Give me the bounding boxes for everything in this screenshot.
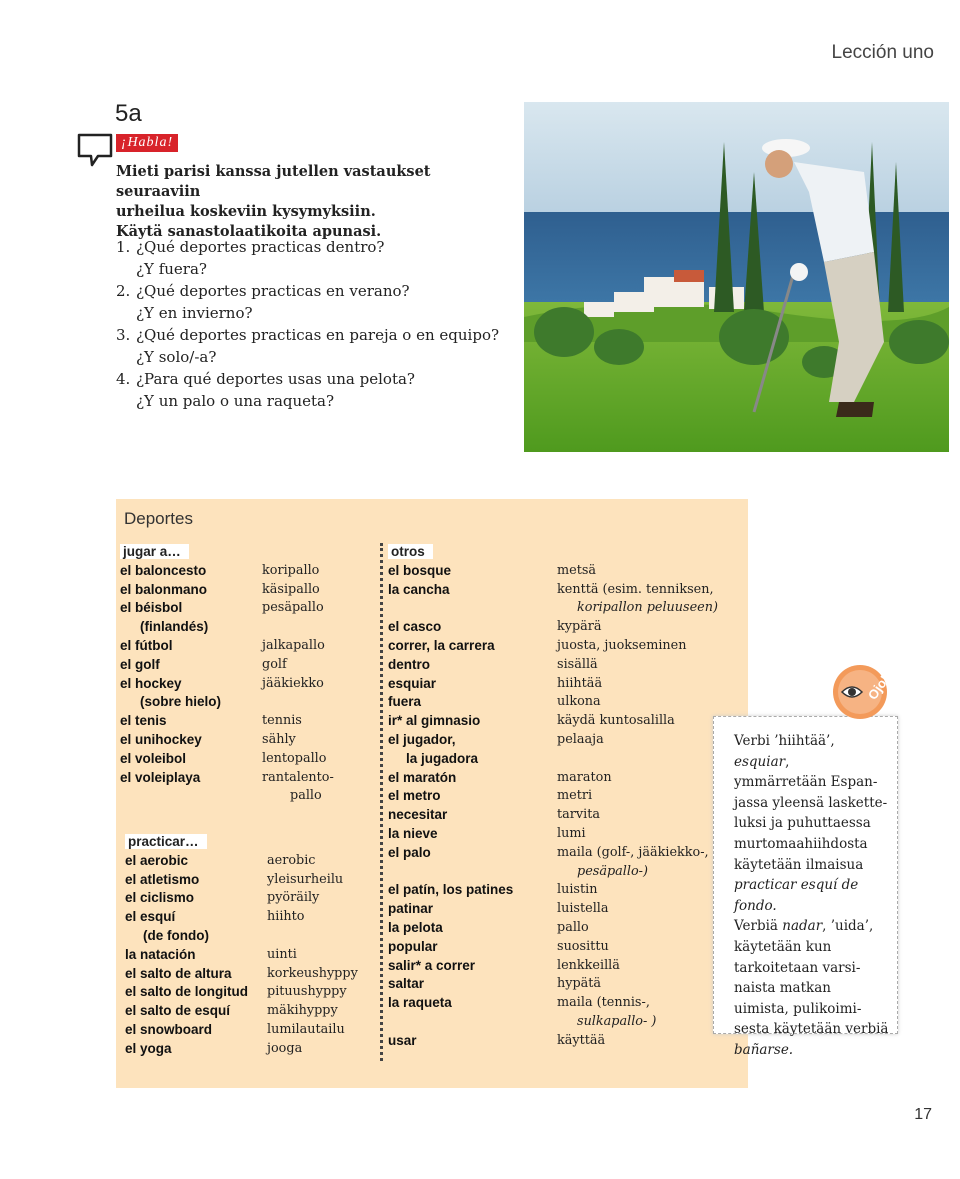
golf-photo <box>524 102 949 452</box>
vocab-translation: metsä <box>557 562 597 578</box>
vocab-term: ir* al gimnasio <box>388 713 481 729</box>
vocab-term: el jugador, <box>388 731 456 747</box>
vocab-term: el unihockey <box>120 731 202 747</box>
vocab-translation: pesäpallo <box>262 600 324 616</box>
practicar-header: practicar… <box>125 834 207 849</box>
vocab-translation: jalkapallo <box>262 637 325 653</box>
question-item <box>116 236 499 258</box>
ojo-line: käytetään ilmaisua <box>734 856 864 873</box>
vocab-term: dentro <box>388 656 430 672</box>
ojo-line: ymmärretään Espan- <box>734 774 878 791</box>
vocab-translation: yleisurheilu <box>267 871 344 887</box>
vocab-translation: rantalento- <box>262 769 334 785</box>
ojo-note-text <box>734 731 894 1061</box>
question-item <box>116 368 499 390</box>
vocab-term: el palo <box>388 844 431 860</box>
vocab-term: el balonmano <box>120 581 208 597</box>
vocab-translation: lumi <box>557 825 586 841</box>
vocab-term: el atletismo <box>125 871 200 887</box>
practicar-finnish-column <box>267 833 377 1059</box>
golf-photo-image <box>524 102 949 452</box>
vocab-translation: luistin <box>557 882 598 898</box>
vocab-translation: hypätä <box>557 976 602 992</box>
otros-header: otros <box>388 544 433 559</box>
vocab-translation: maraton <box>557 769 612 785</box>
speech-bubble-icon <box>76 132 114 168</box>
vocab-translation: tennis <box>262 713 302 729</box>
vocab-translation: pyöräily <box>267 890 320 906</box>
vocab-term: popular <box>388 938 438 954</box>
vocab-translation: luistella <box>557 901 609 917</box>
question-followup: ¿Y fuera? <box>136 260 207 278</box>
question-number: 4. <box>116 370 131 388</box>
ojo-line: bañarse. <box>734 1041 794 1058</box>
question-followup: ¿Y un palo o una raqueta? <box>136 392 335 410</box>
vocab-translation: lenkkeillä <box>557 957 620 973</box>
vocab-translation: metri <box>557 788 593 804</box>
ojo-line: jassa yleensä laskette- <box>734 794 888 811</box>
vocab-term: la nieve <box>388 825 438 841</box>
question-followup: ¿Y solo/-a? <box>136 348 217 366</box>
vocab-term: el voleibol <box>120 750 187 766</box>
vocab-translation: käydä kuntosalilla <box>557 713 675 729</box>
eye-icon <box>832 664 892 720</box>
instruction-line: Käytä sanastolaatikoita apunasi. <box>116 223 382 240</box>
vocab-translation: jääkiekko <box>262 675 324 691</box>
ojo-line: käytetään kun <box>734 938 832 955</box>
vocab-translation: pesäpallo-) <box>577 863 648 879</box>
vocab-term: el yoga <box>125 1040 172 1056</box>
vocab-term: el casco <box>388 619 442 635</box>
vocab-term: esquiar <box>388 675 437 691</box>
instruction-line: urheilua koskeviin kysymyksiin. <box>116 203 376 220</box>
vocab-term: el esquí <box>125 909 176 925</box>
vocabulary-title: Deportes <box>124 509 193 528</box>
ojo-line: sesta käytetään verbiä <box>734 1021 889 1038</box>
ojo-label: Ojo! <box>864 672 892 703</box>
column-divider <box>380 543 383 1061</box>
vocab-translation: mäkihyppy <box>267 1003 338 1019</box>
vocab-term: la raqueta <box>388 995 452 1011</box>
ojo-line: Verbi ’hiihtää’, esquiar, <box>734 733 835 770</box>
vocab-translation: kypärä <box>557 619 602 635</box>
question-number: 3. <box>116 326 131 344</box>
question-followup: ¿Y en invierno? <box>136 304 253 322</box>
vocab-term: el béisbol <box>120 600 183 616</box>
question-number: 1. <box>116 238 131 256</box>
exercise-tag: ¡Habla! <box>116 134 178 152</box>
vocab-translation: uinti <box>267 946 297 962</box>
vocab-term: el maratón <box>388 769 457 785</box>
lesson-title: Lección uno <box>831 42 934 63</box>
ojo-line: tarkoitetaan varsi- <box>734 959 861 976</box>
vocab-translation: jooga <box>267 1040 303 1056</box>
question-item <box>116 280 499 302</box>
jugar-finnish-column <box>262 543 372 806</box>
vocab-translation: ulkona <box>557 694 601 710</box>
vocab-term: (sobre hielo) <box>140 694 222 710</box>
vocab-term: el voleiplaya <box>120 769 201 785</box>
vocab-term: usar <box>388 1032 417 1048</box>
vocab-term: necesitar <box>388 807 448 823</box>
vocab-translation: suosittu <box>557 938 609 954</box>
vocab-term: el patín, los patines <box>388 882 514 898</box>
vocab-translation: pallo <box>557 919 589 935</box>
vocab-term: (de fondo) <box>143 927 209 943</box>
jugar-spanish-column <box>120 543 260 787</box>
vocab-term: la jugadora <box>406 750 479 766</box>
vocab-translation: hiihto <box>267 909 305 925</box>
vocab-term: la cancha <box>388 581 450 597</box>
ojo-line: naista matkan <box>734 980 831 997</box>
instruction-line: Mieti parisi kanssa jutellen vastaukset seuraaviin <box>116 163 431 200</box>
vocab-translation: tarvita <box>557 807 600 823</box>
vocab-term: el ciclismo <box>125 890 195 906</box>
vocab-translation: maila (tennis-, <box>557 995 650 1011</box>
ojo-line: practicar esquí de fondo. <box>734 877 859 914</box>
vocab-translation: juosta, juokseminen <box>557 637 687 653</box>
vocab-term: el golf <box>120 656 160 672</box>
vocab-translation: sisällä <box>557 656 598 672</box>
ojo-line: murtomaahiihdosta <box>734 835 868 852</box>
vocab-term: el metro <box>388 788 441 804</box>
question-list <box>116 236 499 412</box>
vocab-translation: korkeushyppy <box>267 965 358 981</box>
vocab-term: el tenis <box>120 713 167 729</box>
vocab-translation: lumilautailu <box>267 1021 345 1037</box>
vocab-term: fuera <box>388 694 422 710</box>
vocab-term: el baloncesto <box>120 562 207 578</box>
ojo-line: uimista, pulikoimi- <box>734 1000 862 1017</box>
exercise-instructions <box>116 162 516 242</box>
vocab-translation: käsipallo <box>262 581 320 597</box>
vocab-translation: pituushyppy <box>267 984 347 1000</box>
vocab-term: la pelota <box>388 919 443 935</box>
vocab-translation: sähly <box>262 731 296 747</box>
vocab-term: el hockey <box>120 675 182 691</box>
vocab-translation: hiihtää <box>557 675 603 691</box>
vocab-translation: pallo <box>290 788 322 804</box>
vocab-term: la natación <box>125 946 196 962</box>
exercise-number: 5a <box>115 100 142 127</box>
question-text: ¿Qué deportes practicas dentro? <box>136 238 385 256</box>
vocab-translation: aerobic <box>267 852 316 868</box>
question-number: 2. <box>116 282 131 300</box>
vocab-translation: maila (golf-, jääkiekko-, <box>557 844 709 860</box>
vocab-translation: pelaaja <box>557 731 604 747</box>
vocab-translation: sulkapallo- ) <box>577 1013 657 1029</box>
jugar-header: jugar a… <box>120 544 189 559</box>
vocab-term: salir* a correr <box>388 957 476 973</box>
vocab-term: el salto de longitud <box>125 984 249 1000</box>
vocab-term: el salto de esquí <box>125 1003 231 1019</box>
question-item <box>116 324 499 346</box>
vocab-translation: lentopallo <box>262 750 327 766</box>
vocabulary-box <box>116 499 748 1088</box>
vocab-term: patinar <box>388 901 434 917</box>
question-text: ¿Qué deportes practicas en verano? <box>136 282 410 300</box>
vocab-term: el salto de altura <box>125 965 232 981</box>
vocab-translation: golf <box>262 656 287 672</box>
vocab-translation: koripallo <box>262 562 320 578</box>
question-text: ¿Para qué deportes usas una pelota? <box>136 370 415 388</box>
ojo-line: Verbiä nadar, ’uida’, <box>734 918 874 935</box>
otros-spanish-column <box>388 543 548 1051</box>
vocab-term: el aerobic <box>125 852 189 868</box>
vocab-term: saltar <box>388 976 425 992</box>
vocab-term: el snowboard <box>125 1021 213 1037</box>
vocab-translation: kenttä (esim. tenniksen, <box>557 581 714 597</box>
ojo-line: luksi ja puhuttaessa <box>734 815 871 832</box>
vocab-term: correr, la carrera <box>388 637 495 653</box>
vocab-translation: käyttää <box>557 1032 606 1048</box>
vocab-translation: koripallon peluuseen) <box>577 600 718 616</box>
vocab-term: el fútbol <box>120 637 173 653</box>
question-text: ¿Qué deportes practicas en pareja o en equipo? <box>136 326 500 344</box>
page-number: 17 <box>914 1106 932 1123</box>
practicar-spanish-column <box>125 833 265 1059</box>
vocab-term: el bosque <box>388 562 452 578</box>
vocab-term: (finlandés) <box>140 619 209 635</box>
